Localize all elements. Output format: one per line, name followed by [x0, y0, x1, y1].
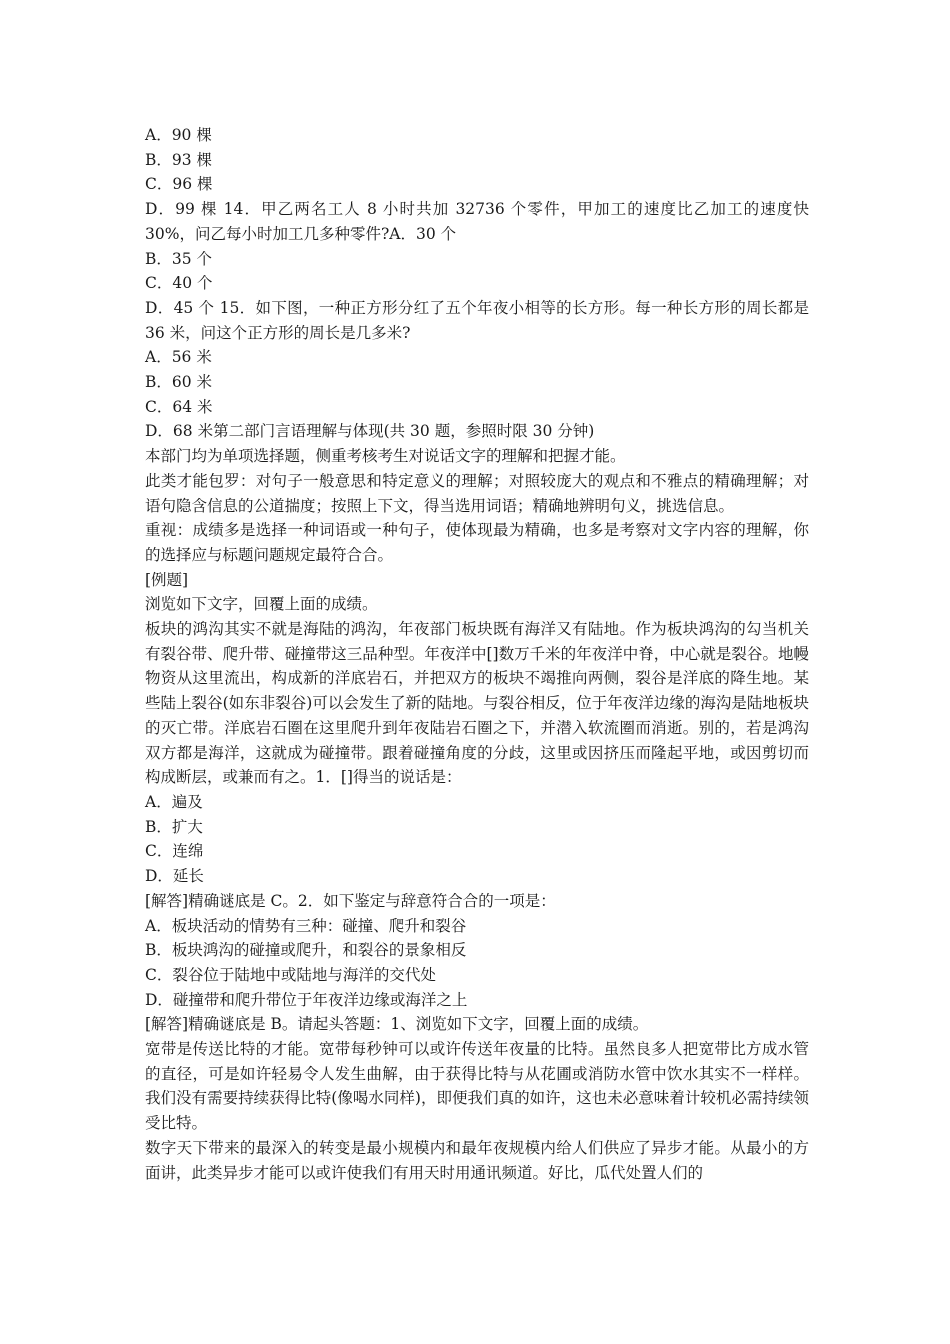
- option-b-plate: B．板块鸿沟的碰撞或爬升，和裂谷的景象相反: [145, 941, 467, 960]
- option-c-64: C．64 米: [145, 397, 213, 416]
- option-c-96: C．96 棵: [145, 175, 213, 194]
- example-label: [例题]: [145, 570, 189, 589]
- section-two-heading: D．68 米第二部门言语理解与体现(共 30 题，参照时限 30 分钟): [145, 422, 595, 441]
- option-a-text: A．遍及: [145, 792, 203, 811]
- option-b-35: B．35 个: [145, 249, 213, 268]
- option-b-60: B．60 米: [145, 373, 213, 392]
- answer-2: [解答]精确谜底是 B。请起头答题：1、浏览如下文字，回覆上面的成绩。: [145, 1015, 649, 1034]
- reading-instruction: 浏览如下文字，回覆上面的成绩。: [145, 595, 378, 614]
- ability-description: 此类才能包罗：对句子一般意思和特定意义的理解；对照较庞大的观点和不雅点的精确理解；对语句隐含信息的公道揣度；按照上下文，得当选用词语；精确地辨明句义，挑选信息。: [145, 471, 809, 515]
- option-c-plate: C．裂谷位于陆地中或陆地与海洋的交代处: [145, 965, 436, 984]
- option-a-90: A．90 棵: [145, 126, 212, 144]
- option-d-plate: D．碰撞带和爬升带位于年夜洋边缘或海洋之上: [145, 990, 468, 1009]
- option-a-56: A．56 米: [145, 348, 212, 367]
- question-14: D．99 棵 14．甲乙两名工人 8 小时共加 32736 个零件，甲加工的速度比乙加工的速度快 30%，问乙每小时加工几多种零件?A．30 个: [145, 200, 809, 243]
- option-c-40: C．40 个: [145, 274, 213, 293]
- answer-1: [解答]精确谜底是 C。2．如下鉴定与辞意符合合的一项是：: [145, 891, 556, 910]
- document-page: [145, 123, 809, 1185]
- option-d-text: D．延长: [145, 867, 204, 886]
- broadband-passage: 宽带是传送比特的才能。宽带每秒钟可以或许传送年夜量的比特。虽然良多人把宽带比方成水管的直径，可是如许轻易令人发生曲解，由于获得比特与从花圃或消防水管中饮水其实不一样样。我们没有需要持续获得比特(像喝水同样)，即便我们真的如许，这也未必意味着计较机必需持续领受比特。: [145, 1040, 809, 1133]
- notice-paragraph: 重视：成绩多是选择一种词语或一种句子，使体现最为精确，也多是考察对文字内容的理解，你的选择应与标题问题规定最符合合。: [145, 521, 809, 564]
- plate-passage: 板块的鸿沟其实不就是海陆的鸿沟，年夜部门板块既有海洋又有陆地。作为板块鸿沟的勾当机关有裂谷带、爬升带、碰撞带这三品种型。年夜洋中[]数万千米的年夜洋中脊，中心就是裂谷。地幔物资从这里流出，构成新的洋底岩石，并把双方的板块不竭推向两侧，裂谷是洋底的降生地。某些陆上裂谷(如东非裂谷)可以会发生了新的陆地。与裂谷相反，位于年夜洋边缘的海沟是陆地板块的灭亡带。洋底岩石圈在这里爬升到年夜陆岩石圈之下，并潜入软流圈而消逝。别的，若是鸿沟双方都是海洋，这就成为碰撞带。跟着碰撞角度的分歧，这里或因挤压而隆起平地，或因剪切而构成断层，或兼而有之。1．[]得当的说话是：: [145, 620, 809, 787]
- section-intro: 本部门均为单项选择题，侧重考核考生对说话文字的理解和把握才能。: [145, 447, 626, 466]
- option-b-text: B．扩大: [145, 817, 203, 836]
- option-a-plate: A．板块活动的情势有三种：碰撞、爬升和裂谷: [145, 916, 467, 935]
- option-c-text: C．连绵: [145, 842, 204, 861]
- digital-passage: 数字天下带来的最深入的转变是最小规模内和最年夜规模内给人们供应了异步才能。从最小的方面讲，此类异步才能可以或许使我们有用天时用通讯频道。好比，瓜代处置人们的: [145, 1138, 809, 1182]
- option-b-93: B．93 棵: [145, 150, 213, 169]
- question-15: D．45 个 15．如下图，一种正方形分红了五个年夜小相等的长方形。每一种长方形的周长都是 36 米，问这个正方形的周长是几多米?: [145, 298, 809, 342]
